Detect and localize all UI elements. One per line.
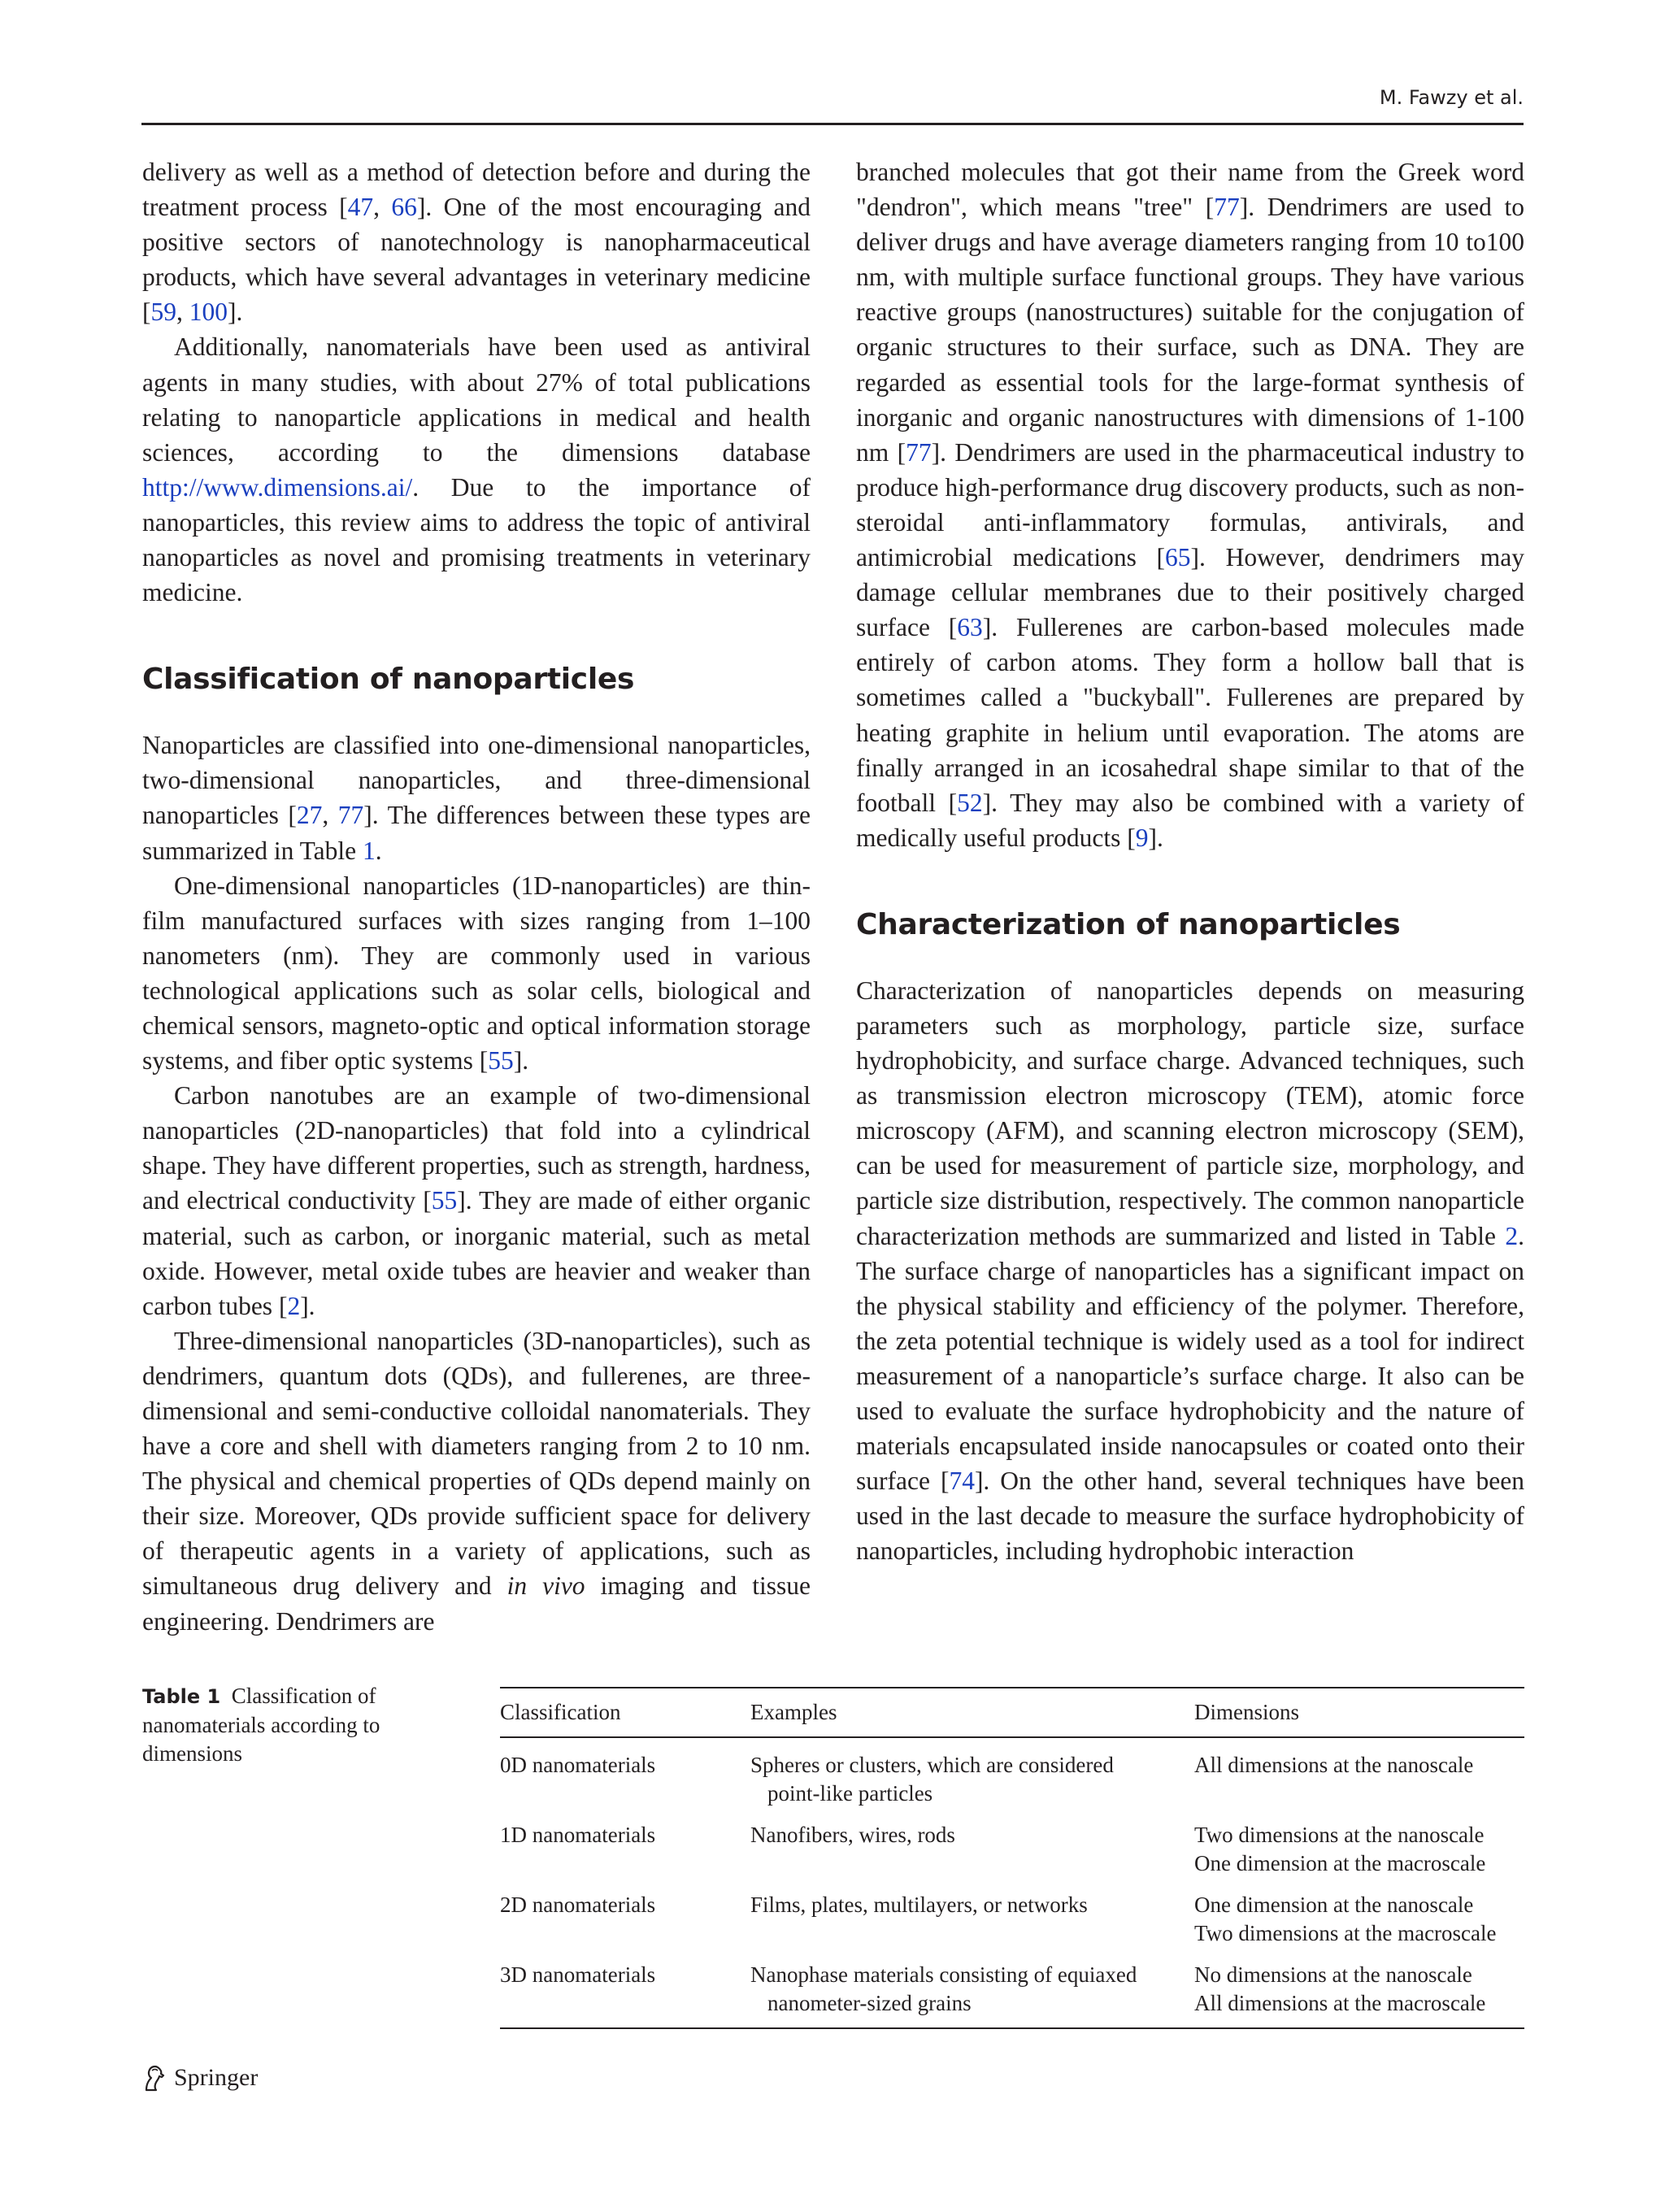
text: Additionally, nanomaterials have been used as antiviral agents in many studies, with about 27% of total publications relating to nanoparticle applications in medical and health sciences, according to the dimensions database <box>142 332 811 467</box>
cell-examples <box>750 1948 1194 2028</box>
spacer <box>856 855 1524 907</box>
spacer <box>142 610 811 662</box>
text: Characterization of nanoparticles depends on measuring parameters such as morphology, particle size, surface hydrophobicity, and surface charge. Advanced techniques, such as transmission electron microscopy (TEM), atomic force microscopy (AFM), and scanning electron microscopy (SEM), can be used for measurement of particle size, morphology, and particle size distribution, respectively. The common nanoparticle characterization methods are summarized and listed in Table <box>856 976 1524 1250</box>
cell-line: Films, plates, multilayers, or networks <box>750 1893 1088 1917</box>
citation-link[interactable]: 59 <box>150 298 176 327</box>
citation-link[interactable]: 77 <box>337 801 364 830</box>
text: , <box>322 801 338 830</box>
table-label: Table 1 <box>142 1685 221 1708</box>
text: ]. Fullerenes are carbon-based molecules made entirely of carbon atoms. They form a hollow ball that is sometimes called a "buckyball". Fullerenes are prepared by heating graphite in helium until evaporation. The atoms are finally arranged in an icosahedral shape similar to that of the football [ <box>856 613 1524 817</box>
text: ]. On the other hand, several techniques have been used in the last decade to measure the surface hydrophobicity of nanoparticles, including hydrophobic interaction <box>856 1467 1525 1566</box>
springer-horse-icon <box>141 2064 166 2092</box>
section-heading-classification: Classification of nanoparticles <box>142 663 635 697</box>
table-link[interactable]: 2 <box>1505 1221 1519 1250</box>
paragraph <box>142 868 811 1079</box>
citation-link[interactable]: 27 <box>296 801 323 830</box>
citation-link[interactable]: 100 <box>189 298 228 327</box>
table-header-row <box>500 1688 1524 1737</box>
header-rule <box>141 123 1524 125</box>
table-caption-text: Classification of nanomaterials according to dimensions <box>142 1684 380 1766</box>
table-link[interactable]: 1 <box>363 836 376 865</box>
column-header-dimensions: Dimensions <box>1194 1688 1524 1737</box>
text: ]. Dendrimers are used to deliver drugs and have average diameters ranging from 10 to100 nm, with multiple surface functional groups. They have various reactive groups (nanostructures) suitable for the conjugation of organic structures to their surface, such as DNA. They are regarded as essential tools for the large-format synthesis of inorganic and organic nanostructures with dimensions of 1-100 nm [ <box>856 193 1524 467</box>
cell-dimensions <box>1194 1948 1524 2028</box>
cell-line: Two dimensions at the nanoscale <box>1194 1823 1485 1847</box>
cell-line: nanometer-sized grains <box>767 1991 972 2015</box>
running-head: M. Fawzy et al. <box>1379 86 1524 109</box>
text: ]. However, dendrimers may damage cellular membranes due to their positively charged surface [ <box>856 543 1524 642</box>
table-row <box>500 1878 1524 1948</box>
cell-dimensions <box>1194 1737 1524 1808</box>
citation-link[interactable]: 77 <box>906 437 932 467</box>
text: , <box>373 193 392 222</box>
column-header-classification: Classification <box>500 1688 750 1737</box>
text: ]. The differences between these types are summarized in Table <box>142 801 811 865</box>
text: imaging and tissue engineering. Dendrimers are <box>142 1571 811 1636</box>
right-column <box>856 154 1524 1568</box>
text: ]. Dendrimers are used in the pharmaceutical industry to produce high-performance drug discovery products, such as non-steroidal anti-inflammatory formulas, antivirals, and antimicrobial medications [ <box>856 437 1524 572</box>
cell-classification: 2D nanomaterials <box>500 1893 656 1917</box>
footer <box>141 2062 258 2094</box>
cell-examples <box>750 1878 1194 1948</box>
table-row <box>500 1808 1524 1878</box>
citation-link[interactable]: 74 <box>949 1467 975 1496</box>
spacer <box>856 943 1524 973</box>
text: One-dimensional nanoparticles (1D-nanoparticles) are thin-film manufactured surfaces with sizes ranging from 1–100 nanometers (nm). They are commonly used in various technological applications such as solar cells, biological and chemical sensors, magneto-optic and optical information storage systems, and fiber optic systems [ <box>142 871 811 1076</box>
citation-link[interactable]: 66 <box>391 193 417 222</box>
text: ]. <box>228 298 243 327</box>
section-heading-characterization: Characterization of nanoparticles <box>856 907 1401 941</box>
citation-link[interactable]: 47 <box>347 193 374 222</box>
cell-line: Spheres or clusters, which are considered <box>750 1753 1114 1777</box>
cell-line: point-like particles <box>767 1781 933 1806</box>
cell-examples <box>750 1808 1194 1878</box>
cell-line: Nanophase materials consisting of equiaxed <box>750 1962 1137 1987</box>
text: Carbon nanotubes are an example of two-dimensional nanoparticles (2D-nanoparticles) that fold into a cylindrical shape. They have different properties, such as strength, hardness, and electrical conductivity [ <box>142 1081 811 1215</box>
cell-line: All dimensions at the nanoscale <box>1194 1753 1474 1777</box>
text: ]. <box>1148 823 1163 852</box>
paragraph <box>856 154 1524 855</box>
cell-line: All dimensions at the macroscale <box>1194 1991 1486 2015</box>
paragraph <box>142 1078 811 1323</box>
cell-dimensions <box>1194 1878 1524 1948</box>
citation-link[interactable]: 2 <box>287 1291 301 1320</box>
citation-link[interactable]: 55 <box>488 1046 514 1076</box>
paragraph <box>142 154 811 329</box>
text: ]. <box>300 1291 315 1320</box>
cell-classification: 1D nanomaterials <box>500 1823 656 1847</box>
text: , <box>176 298 189 327</box>
text: ]. They may also be combined with a variety of medically useful products [ <box>856 788 1525 852</box>
cell-line: Two dimensions at the macroscale <box>1194 1921 1497 1945</box>
paragraph <box>856 973 1524 1569</box>
cell-classification: 3D nanomaterials <box>500 1948 750 2028</box>
citation-link[interactable]: 63 <box>957 613 983 642</box>
text: ]. One of the most encouraging and positive sectors of nanotechnology is nanopharmaceutical products, which have several advantages in veterinary medicine [ <box>142 193 811 327</box>
citation-link[interactable]: 55 <box>431 1186 458 1215</box>
dimensions-url-link[interactable]: http://www.dimensions.ai/ <box>142 472 413 502</box>
text: branched molecules that got their name from the Greek word "dendron", which means "tree" [ <box>856 158 1524 222</box>
table-caption <box>142 1682 419 1768</box>
text: . <box>375 836 382 865</box>
cell-dimensions <box>1194 1808 1524 1878</box>
paragraph <box>142 1323 811 1639</box>
column-header-examples: Examples <box>750 1688 1194 1737</box>
table-row <box>500 1948 1524 2028</box>
text: delivery as well as a method of detection before and during the treatment process [ <box>142 158 811 222</box>
left-column <box>142 154 811 1639</box>
text: Three-dimensional nanoparticles (3D-nanoparticles), such as dendrimers, quantum dots (QDs), and fullerenes, are three-dimensional and semi-conductive colloidal nanomaterials. They have a core and shell with diameters ranging from 2 to 10 nm. The physical and chemical properties of QDs depend mainly on their size. Moreover, QDs provide sufficient space for delivery of therapeutic agents in a variety of applications, such as simultaneous drug delivery and <box>142 1326 811 1601</box>
cell-line: One dimension at the nanoscale <box>1194 1893 1474 1917</box>
cell-line: One dimension at the macroscale <box>1194 1851 1486 1875</box>
paragraph <box>142 728 811 867</box>
spacer <box>142 697 811 728</box>
cell-classification: 0D nanomaterials <box>500 1753 656 1777</box>
table-row <box>500 1737 1524 1808</box>
paragraph <box>142 329 811 610</box>
text: ]. They are made of either organic material, such as carbon, or inorganic material, such as metal oxide. However, metal oxide tubes are heavier and weaker than carbon tubes [ <box>142 1186 811 1320</box>
publisher-name: Springer <box>174 2064 259 2091</box>
text: Nanoparticles are classified into one-dimensional nanoparticles, two-dimensional nanoparticles, and three-dimensional nanoparticles [ <box>142 731 811 830</box>
cell-line: Nanofibers, wires, rods <box>750 1823 955 1847</box>
italic-term: in vivo <box>506 1571 585 1601</box>
text: . The surface charge of nanoparticles has a significant impact on the physical stability and efficiency of the polymer. Therefore, the zeta potential technique is widely used as a tool for indirect measurement of a nanoparticle’s surface charge. It also can be used to evaluate the surface hydrophobicity and the nature of materials encapsulated inside nanocapsules or coated onto their surface [ <box>856 1221 1524 1496</box>
text: ]. <box>513 1046 529 1076</box>
citation-link[interactable]: 52 <box>957 788 983 817</box>
citation-link[interactable]: 65 <box>1165 543 1191 572</box>
cell-examples <box>750 1737 1194 1808</box>
cell-line: No dimensions at the nanoscale <box>1194 1962 1472 1987</box>
text: . Due to the importance of nanoparticles, this review aims to address the topic of antiviral nanoparticles as novel and promising treatments in veterinary medicine. <box>142 472 811 607</box>
citation-link[interactable]: 9 <box>1135 823 1149 852</box>
citation-link[interactable]: 77 <box>1214 193 1240 222</box>
classification-table <box>500 1687 1524 2029</box>
